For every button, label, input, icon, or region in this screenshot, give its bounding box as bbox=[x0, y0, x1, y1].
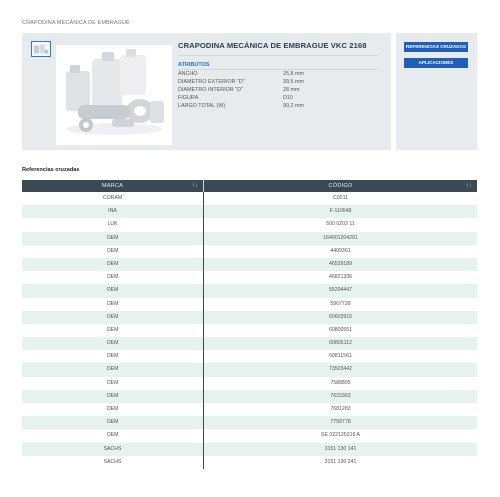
table-row bbox=[22, 403, 477, 416]
table-row bbox=[22, 271, 477, 284]
attribute-value: 25,8 mm bbox=[283, 71, 304, 77]
attribute-label: LARGO TOTAL (W) bbox=[178, 103, 226, 109]
brand-cell: OEM bbox=[22, 271, 204, 284]
code-cell: 3151 130 241 bbox=[324, 458, 357, 465]
product-title: CRAPODINA MECÁNICA DE EMBRAGUE VKC 2168 bbox=[178, 41, 367, 50]
attribute-value: 90,2 mm bbox=[283, 103, 304, 109]
code-cell: SE 022125316 A bbox=[321, 432, 360, 439]
code-cell: F-110648 bbox=[329, 208, 352, 215]
sort-icon[interactable]: ↑↓ bbox=[191, 183, 198, 189]
column-header-code[interactable] bbox=[204, 180, 477, 192]
code-cell: 60603915 bbox=[328, 313, 353, 320]
brand-cell: OEM bbox=[22, 416, 204, 429]
brand-cell: INA bbox=[22, 205, 204, 218]
applications-button[interactable]: APLICACIONES bbox=[404, 58, 468, 68]
brand-cell: OEM bbox=[22, 284, 204, 297]
table-row bbox=[22, 350, 477, 363]
code-cell: 7799778 bbox=[330, 419, 351, 426]
column-header-brand[interactable] bbox=[22, 180, 204, 192]
brand-cell: OEM bbox=[22, 337, 204, 350]
table-row bbox=[22, 218, 477, 231]
table-body bbox=[22, 192, 477, 469]
code-cell: 3151 130 141 bbox=[324, 445, 357, 452]
column-header-label: MARCA bbox=[101, 183, 124, 189]
attribute-row bbox=[178, 86, 377, 94]
table-row bbox=[22, 456, 477, 469]
brand-cell: OEM bbox=[22, 363, 204, 376]
brand-cell: OEM bbox=[22, 324, 204, 337]
product-thumbnail-image bbox=[32, 42, 50, 56]
code-cell: 60800551 bbox=[328, 326, 353, 333]
brand-cell: SACHS bbox=[22, 443, 204, 456]
brand-cell: OEM bbox=[22, 390, 204, 403]
table-row bbox=[22, 443, 477, 456]
product-photo bbox=[56, 45, 172, 145]
table-row bbox=[22, 429, 477, 442]
product-thumbnail[interactable] bbox=[31, 41, 51, 57]
attribute-value: 39,5 mm bbox=[283, 79, 304, 85]
table-row bbox=[22, 324, 477, 337]
brand-cell: OEM bbox=[22, 403, 204, 416]
cross-references-title: Referencias cruzadas bbox=[22, 167, 80, 173]
code-cell: 7588805 bbox=[330, 379, 351, 386]
attribute-label: DIAMETRO INTERIOR "D" bbox=[178, 87, 243, 93]
code-cell: 7633363 bbox=[330, 392, 351, 399]
code-cell: 55204447 bbox=[328, 287, 353, 294]
code-cell: C0011 bbox=[333, 195, 348, 201]
code-cell: 500 0202 11 bbox=[326, 221, 355, 228]
product-panel bbox=[22, 33, 391, 150]
code-cell: 73503442 bbox=[328, 366, 353, 373]
attribute-row bbox=[178, 78, 377, 86]
attribute-row bbox=[178, 70, 377, 78]
table-row bbox=[22, 377, 477, 390]
brand-cell: OEM bbox=[22, 232, 204, 245]
table-row bbox=[22, 192, 477, 205]
table-row bbox=[22, 245, 477, 258]
table-row bbox=[22, 298, 477, 311]
table-row bbox=[22, 337, 477, 350]
attribute-row bbox=[178, 94, 377, 102]
brand-cell: SACHS bbox=[22, 456, 204, 469]
table-row bbox=[22, 205, 477, 218]
table-header bbox=[22, 180, 477, 192]
brand-cell: CORAM bbox=[22, 192, 204, 205]
code-cell: 7681283 bbox=[330, 406, 351, 412]
attribute-label: FIGURA bbox=[178, 95, 199, 101]
brand-cell: OEM bbox=[22, 311, 204, 324]
attributes-list bbox=[178, 70, 377, 110]
table-row bbox=[22, 363, 477, 376]
table-row bbox=[22, 390, 477, 403]
code-cell: 46539189 bbox=[328, 260, 353, 267]
brand-cell: OEM bbox=[22, 377, 204, 390]
code-cell: 4409361 bbox=[330, 247, 351, 254]
cross-references-button[interactable]: REFERENCIAS CRUZADAS bbox=[404, 42, 468, 52]
table-row bbox=[22, 284, 477, 297]
brand-cell: OEM bbox=[22, 245, 204, 258]
attribute-label: ANCHO bbox=[178, 71, 198, 77]
code-cell: 46821336 bbox=[328, 274, 353, 281]
attribute-value: 28 mm bbox=[283, 87, 300, 93]
table-row bbox=[22, 416, 477, 429]
attributes-heading: ATRIBUTOS bbox=[178, 62, 210, 68]
brand-cell: LUK bbox=[22, 218, 204, 231]
attribute-row bbox=[178, 102, 377, 110]
attribute-label: DIAMETRO EXTERIOR "D" bbox=[178, 79, 245, 85]
table-row bbox=[22, 311, 477, 324]
title-divider bbox=[178, 55, 377, 56]
code-cell: 5967728 bbox=[330, 300, 351, 307]
code-cell: 60811561 bbox=[329, 353, 352, 360]
column-header-label: CÓDIGO bbox=[328, 183, 353, 189]
table-row bbox=[22, 232, 477, 245]
sort-icon[interactable]: ↑↓ bbox=[465, 183, 472, 189]
brand-cell: OEM bbox=[22, 350, 204, 363]
brand-cell: OEM bbox=[22, 298, 204, 311]
code-cell: 60805112 bbox=[329, 340, 352, 347]
cross-references-table bbox=[22, 180, 477, 469]
brand-cell: OEM bbox=[22, 258, 204, 271]
table-row bbox=[22, 258, 477, 271]
brand-cell: OEM bbox=[22, 429, 204, 442]
product-image bbox=[56, 45, 172, 145]
breadcrumb[interactable]: CRAPODINA MECÁNICA DE EMBRAGUE bbox=[22, 20, 130, 26]
code-cell: 164001204201 bbox=[323, 234, 358, 241]
attribute-value: D10 bbox=[283, 95, 293, 101]
actions-panel bbox=[396, 33, 477, 150]
